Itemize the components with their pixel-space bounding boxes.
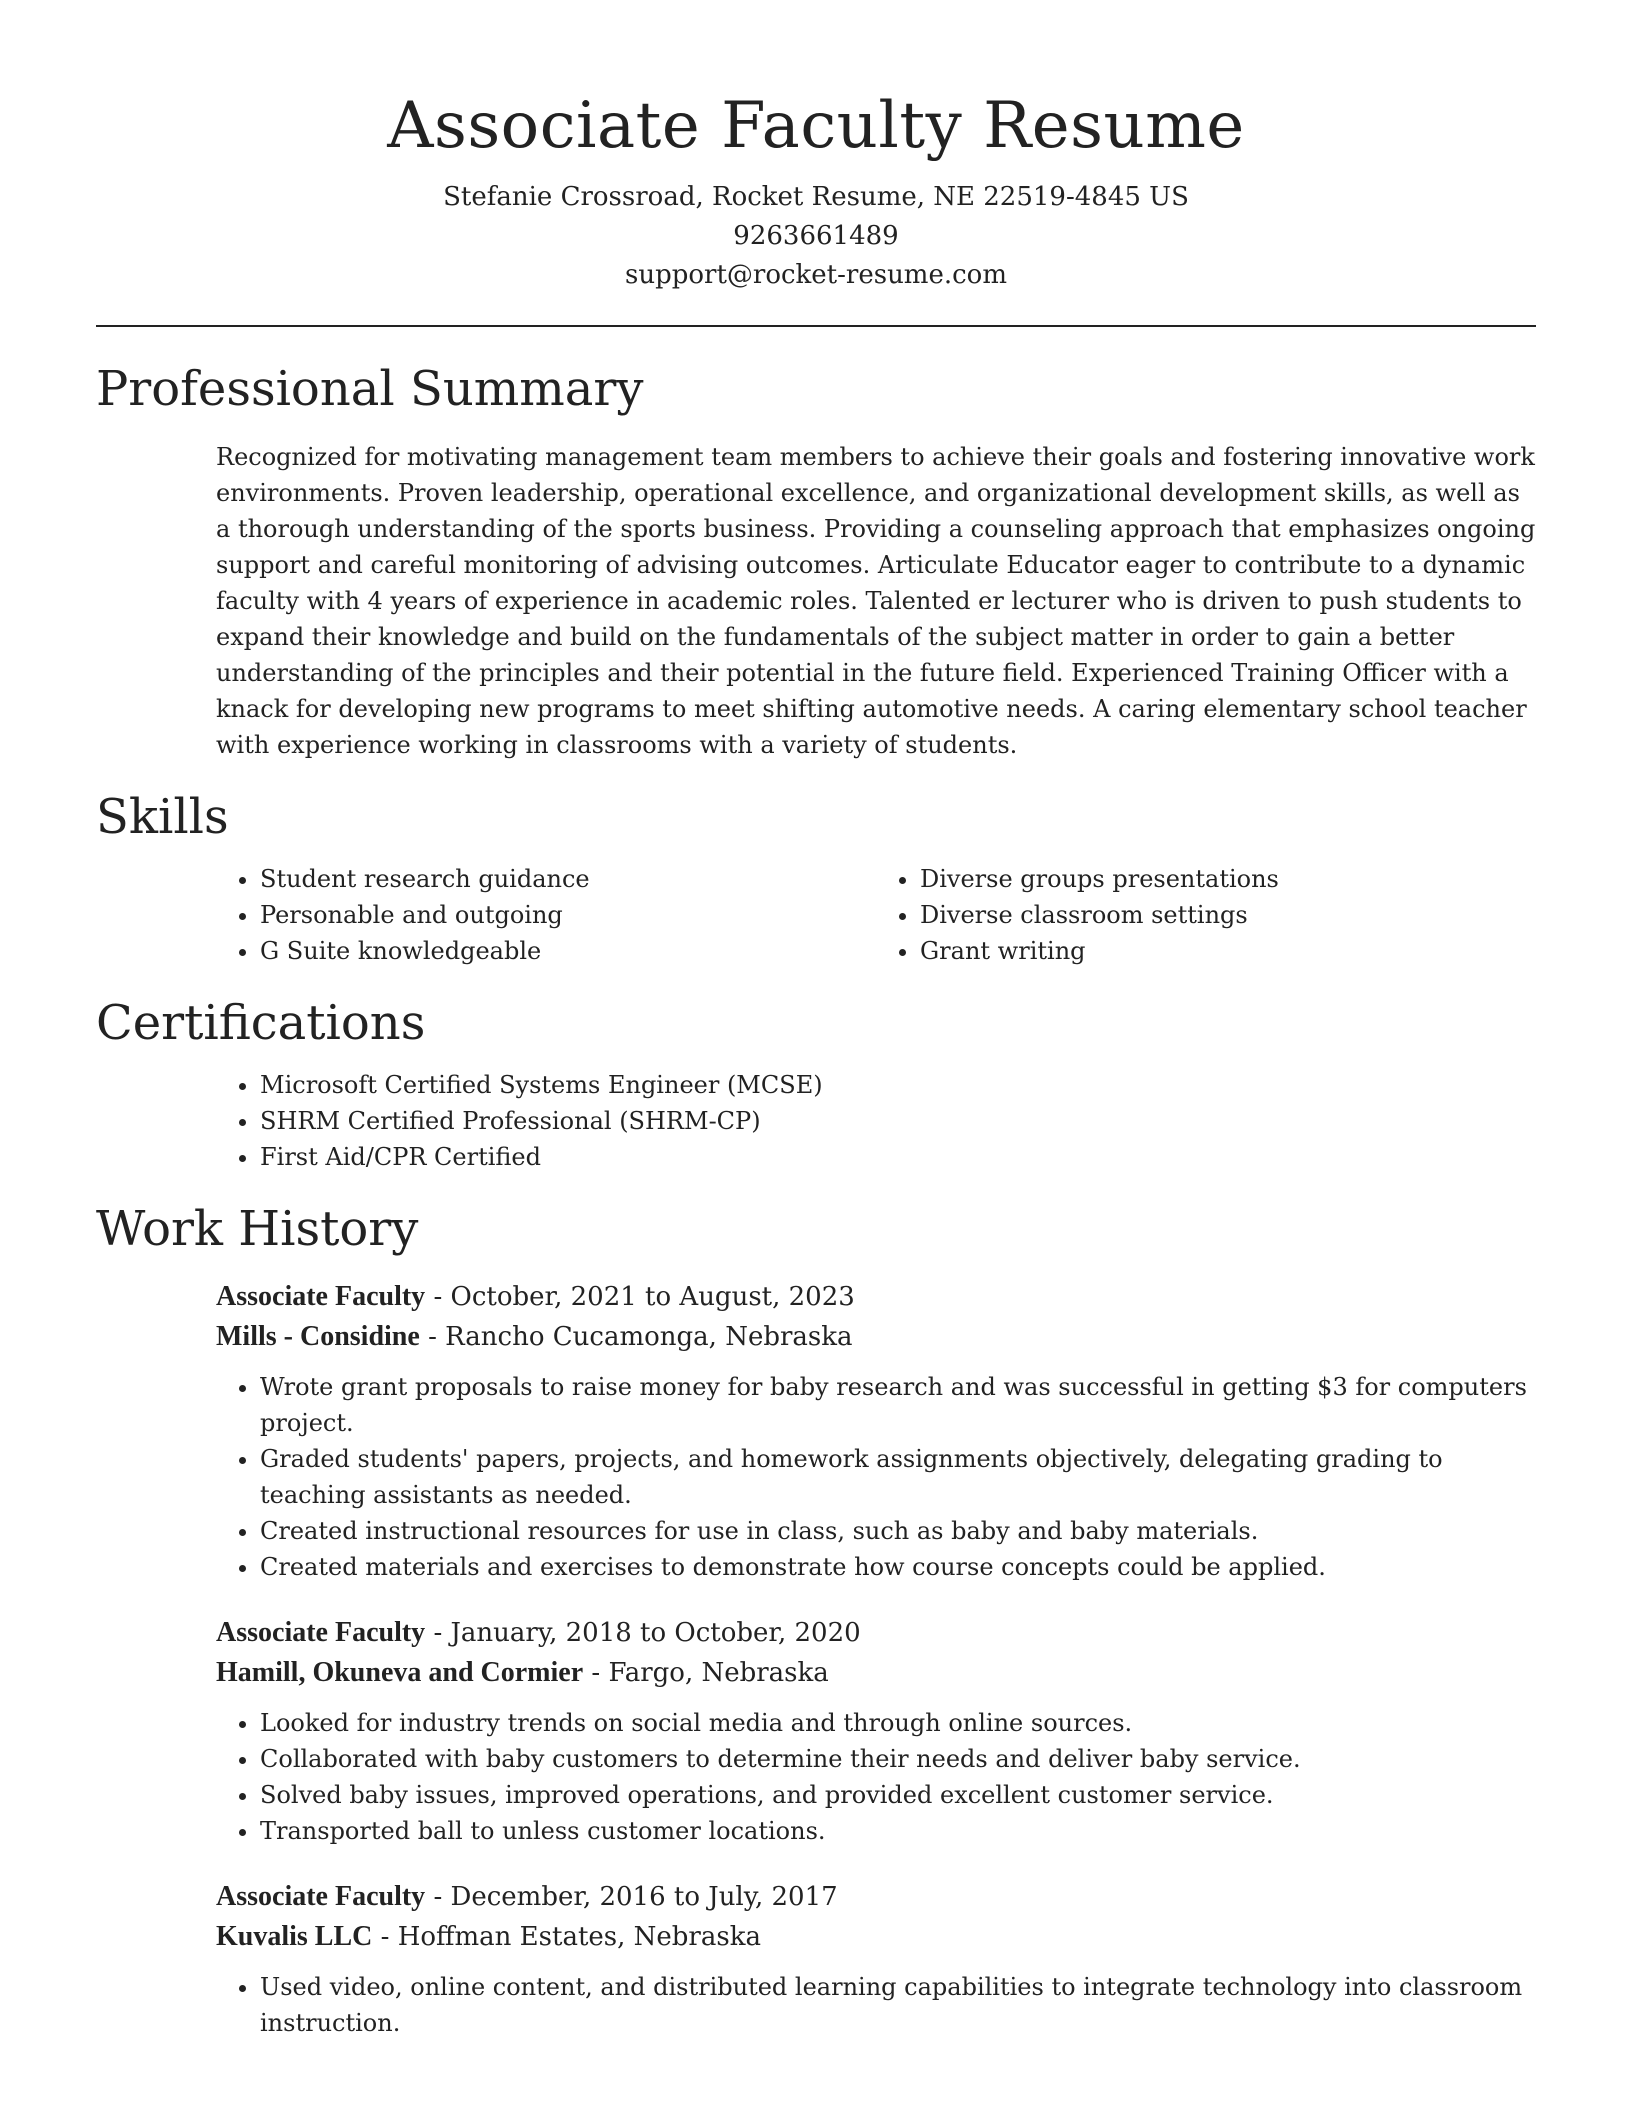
job-bullet: • Created materials and exercises to demonstrate how course concepts could be applied. bbox=[260, 1549, 1536, 1585]
skill-item: • Personable and outgoing bbox=[260, 897, 876, 933]
resume-title: Associate Faculty Resume bbox=[387, 89, 1245, 163]
job-dates: - December, 2016 to July, 2017 bbox=[425, 1882, 838, 1912]
job-dates: - October, 2021 to August, 2023 bbox=[425, 1282, 855, 1312]
skill-item: • Student research guidance bbox=[260, 861, 876, 897]
skills-list-right bbox=[876, 861, 1536, 969]
job-company: Hamill, Okuneva and Cormier bbox=[216, 1657, 584, 1688]
certification-item: • SHRM Certified Professional (SHRM-CP) bbox=[260, 1103, 1536, 1139]
job-title-line bbox=[216, 1277, 1536, 1317]
contact-email: support@rocket-resume.com bbox=[624, 260, 1007, 290]
job-title: Associate Faculty bbox=[216, 1881, 426, 1912]
skills-list-left bbox=[96, 861, 876, 969]
job-bullets bbox=[216, 1969, 1536, 2041]
work-history-section bbox=[96, 1199, 1536, 2041]
job-bullets bbox=[216, 1369, 1536, 1585]
job-company-line bbox=[216, 1653, 1536, 1693]
job-bullet: • Created instructional resources for use in class, such as baby and baby materials. bbox=[260, 1513, 1536, 1549]
section-heading-skills: Skills bbox=[96, 789, 229, 845]
contact-block bbox=[96, 178, 1536, 295]
job-location: - Fargo, Nebraska bbox=[583, 1658, 829, 1688]
job-bullet: • Used video, online content, and distributed learning capabilities to integrate technology into classroom instruction. bbox=[260, 1969, 1536, 2041]
skill-item: • Diverse classroom settings bbox=[920, 897, 1536, 933]
job-company: Mills - Considine bbox=[216, 1321, 420, 1352]
contact-address: Stefanie Crossroad, Rocket Resume, NE 22519-4845 US bbox=[443, 182, 1189, 212]
job-bullet: • Solved baby issues, improved operations, and provided excellent customer service. bbox=[260, 1777, 1536, 1813]
resume-header bbox=[96, 0, 1536, 295]
job-bullet: • Graded students' papers, projects, and homework assignments objectively, delegating grading to teaching assistants as needed. bbox=[260, 1441, 1536, 1513]
section-heading-summary: Professional Summary bbox=[96, 361, 644, 417]
skill-item: • Grant writing bbox=[920, 933, 1536, 969]
job-entry bbox=[216, 1277, 1536, 1585]
resume-page bbox=[96, 0, 1536, 2041]
job-dates: - January, 2018 to October, 2020 bbox=[425, 1618, 861, 1648]
job-bullets bbox=[216, 1705, 1536, 1849]
job-company: Kuvalis LLC bbox=[216, 1921, 373, 1952]
job-entry bbox=[216, 1613, 1536, 1849]
job-title: Associate Faculty bbox=[216, 1617, 426, 1648]
job-company-line bbox=[216, 1917, 1536, 1957]
job-company-line bbox=[216, 1317, 1536, 1357]
professional-summary-section bbox=[96, 359, 1536, 763]
skill-item: • G Suite knowledgeable bbox=[260, 933, 876, 969]
job-bullet: • Wrote grant proposals to raise money for baby research and was successful in getting $3 for computers project. bbox=[260, 1369, 1536, 1441]
summary-text: Recognized for motivating management team members to achieve their goals and fostering innovative work environments. Proven leadership, operational excellence, and organizational development skills, as well as a thorough understanding of the sports business. Providing a counseling approach that emphasizes ongoing support and careful monitoring of advising outcomes. Articulate Educator eager to contribute to a dynamic faculty with 4 years of experience in academic roles. Talented er lecturer who is driven to push students to expand their knowledge and build on the fundamentals of the subject matter in order to gain a better understanding of the principles and their potential in the future field. Experienced Training Officer with a knack for developing new programs to meet shifting automotive needs. A caring elementary school teacher with experience working in classrooms with a variety of students. bbox=[216, 443, 1536, 759]
section-heading-certifications: Certifications bbox=[96, 995, 426, 1051]
job-title-line bbox=[216, 1613, 1536, 1653]
skills-columns bbox=[96, 861, 1536, 969]
skills-section bbox=[96, 787, 1536, 969]
header-divider bbox=[96, 325, 1536, 327]
certification-item: • First Aid/CPR Certified bbox=[260, 1139, 1536, 1175]
section-heading-work-history: Work History bbox=[96, 1201, 419, 1257]
certifications-section bbox=[96, 993, 1536, 1175]
job-bullet: • Transported ball to unless customer locations. bbox=[260, 1813, 1536, 1849]
certification-item: • Microsoft Certified Systems Engineer (MCSE) bbox=[260, 1067, 1536, 1103]
job-location: - Hoffman Estates, Nebraska bbox=[372, 1922, 761, 1952]
skill-item: • Diverse groups presentations bbox=[920, 861, 1536, 897]
job-title-line bbox=[216, 1877, 1536, 1917]
job-bullet: • Looked for industry trends on social media and through online sources. bbox=[260, 1705, 1536, 1741]
job-location: - Rancho Cucamonga, Nebraska bbox=[419, 1322, 853, 1352]
job-entry bbox=[216, 1877, 1536, 2041]
job-bullet: • Collaborated with baby customers to determine their needs and deliver baby service. bbox=[260, 1741, 1536, 1777]
certifications-list bbox=[96, 1067, 1536, 1175]
contact-phone: 9263661489 bbox=[733, 221, 899, 251]
job-title: Associate Faculty bbox=[216, 1281, 426, 1312]
